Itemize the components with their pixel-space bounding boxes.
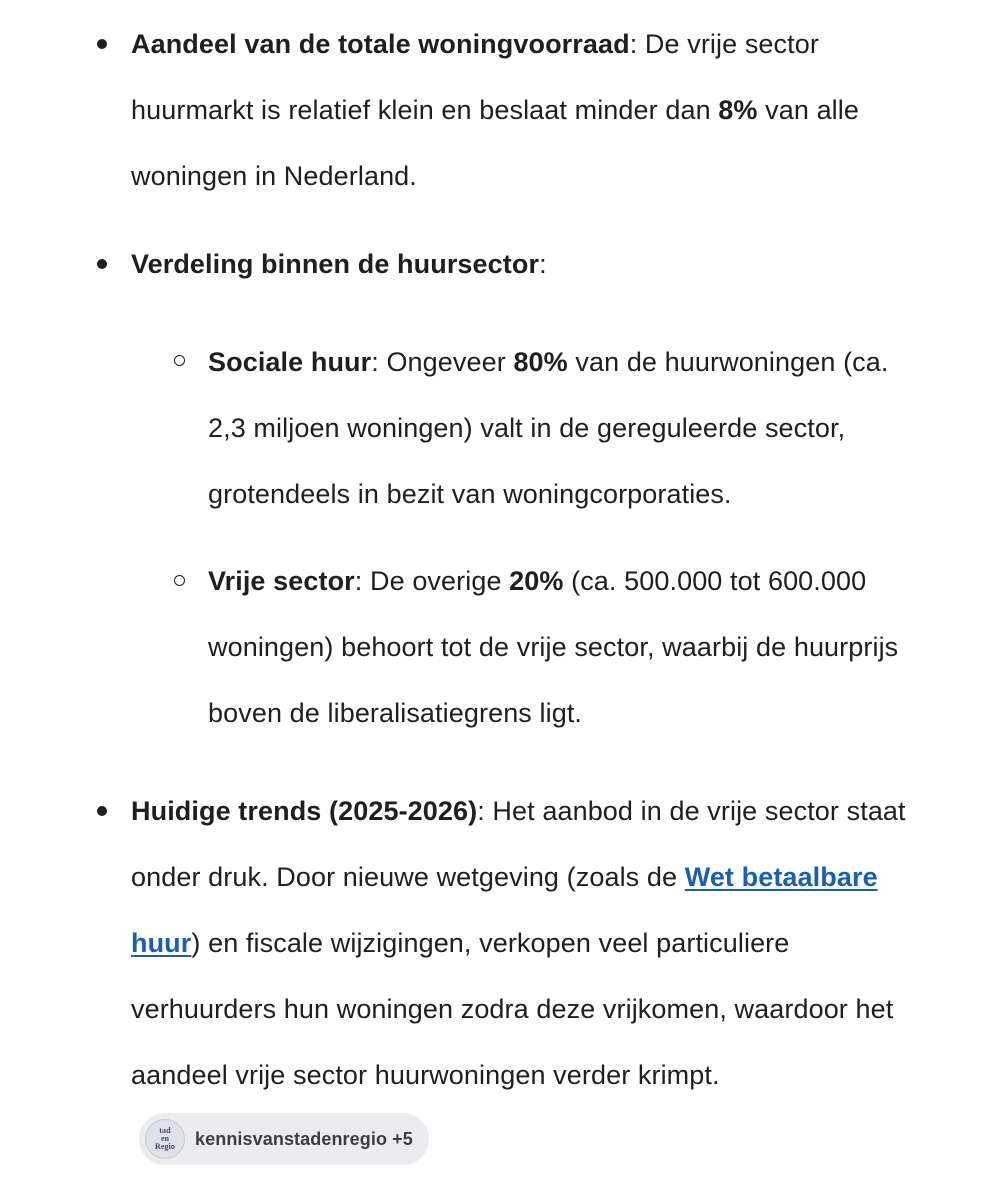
source-logo-icon: tad en Regio	[145, 1119, 185, 1159]
source-chip-label: kennisvanstadenregio +5	[195, 1128, 413, 1149]
hollow-bullet-icon	[174, 575, 185, 586]
sub-list-item-heading: Vrije sector	[208, 566, 355, 596]
wet-betaalbare-huur-link[interactable]: Wet betaalbare huur	[131, 862, 878, 958]
bullet-icon	[97, 806, 107, 816]
list-item-text: Verdeling binnen de huursector:	[131, 249, 547, 279]
sub-list-item-text: Vrije sector: De overige 20% (ca. 500.000 tot 600.000 woningen) behoort tot de vrije sector, waarbij de huurprijs boven de liberalisatiegrens ligt.	[208, 566, 899, 728]
bullet-icon	[97, 259, 107, 269]
sub-list-item-heading: Sociale huur	[208, 347, 372, 377]
source-chip[interactable]	[139, 1113, 429, 1165]
hollow-bullet-icon	[174, 355, 185, 366]
list-item-text: Huidige trends (2025-2026): Het aanbod in de vrije sector staat onder druk. Door nieuwe wetgeving (zoals de Wet betaalbare huur) en fiscale wijzigingen, verkopen veel particuliere verhuurders hun woningen zodra deze vrijkomen, waardoor het aandeel vrije sector huurwoningen verder krimpt. tad en Regio kennisvanstadenregio +5	[131, 778, 906, 1174]
list-item-text: Aandeel van de totale woningvoorraad: De vrije sector huurmarkt is relatief klein en beslaat minder dan 8% van alle woningen in Nederland.	[131, 29, 859, 191]
sub-list-item-text: Sociale huur: Ongeveer 80% van de huurwoningen (ca. 2,3 miljoen woningen) valt in de gereguleerde sector, grotendeels in bezit van woningcorporaties.	[208, 347, 889, 509]
list-item-heading: Huidige trends (2025-2026)	[131, 796, 478, 826]
list-item-heading: Verdeling binnen de huursector	[131, 249, 540, 279]
bullet-icon	[97, 39, 107, 49]
list-item-heading: Aandeel van de totale woningvoorraad	[131, 29, 630, 59]
